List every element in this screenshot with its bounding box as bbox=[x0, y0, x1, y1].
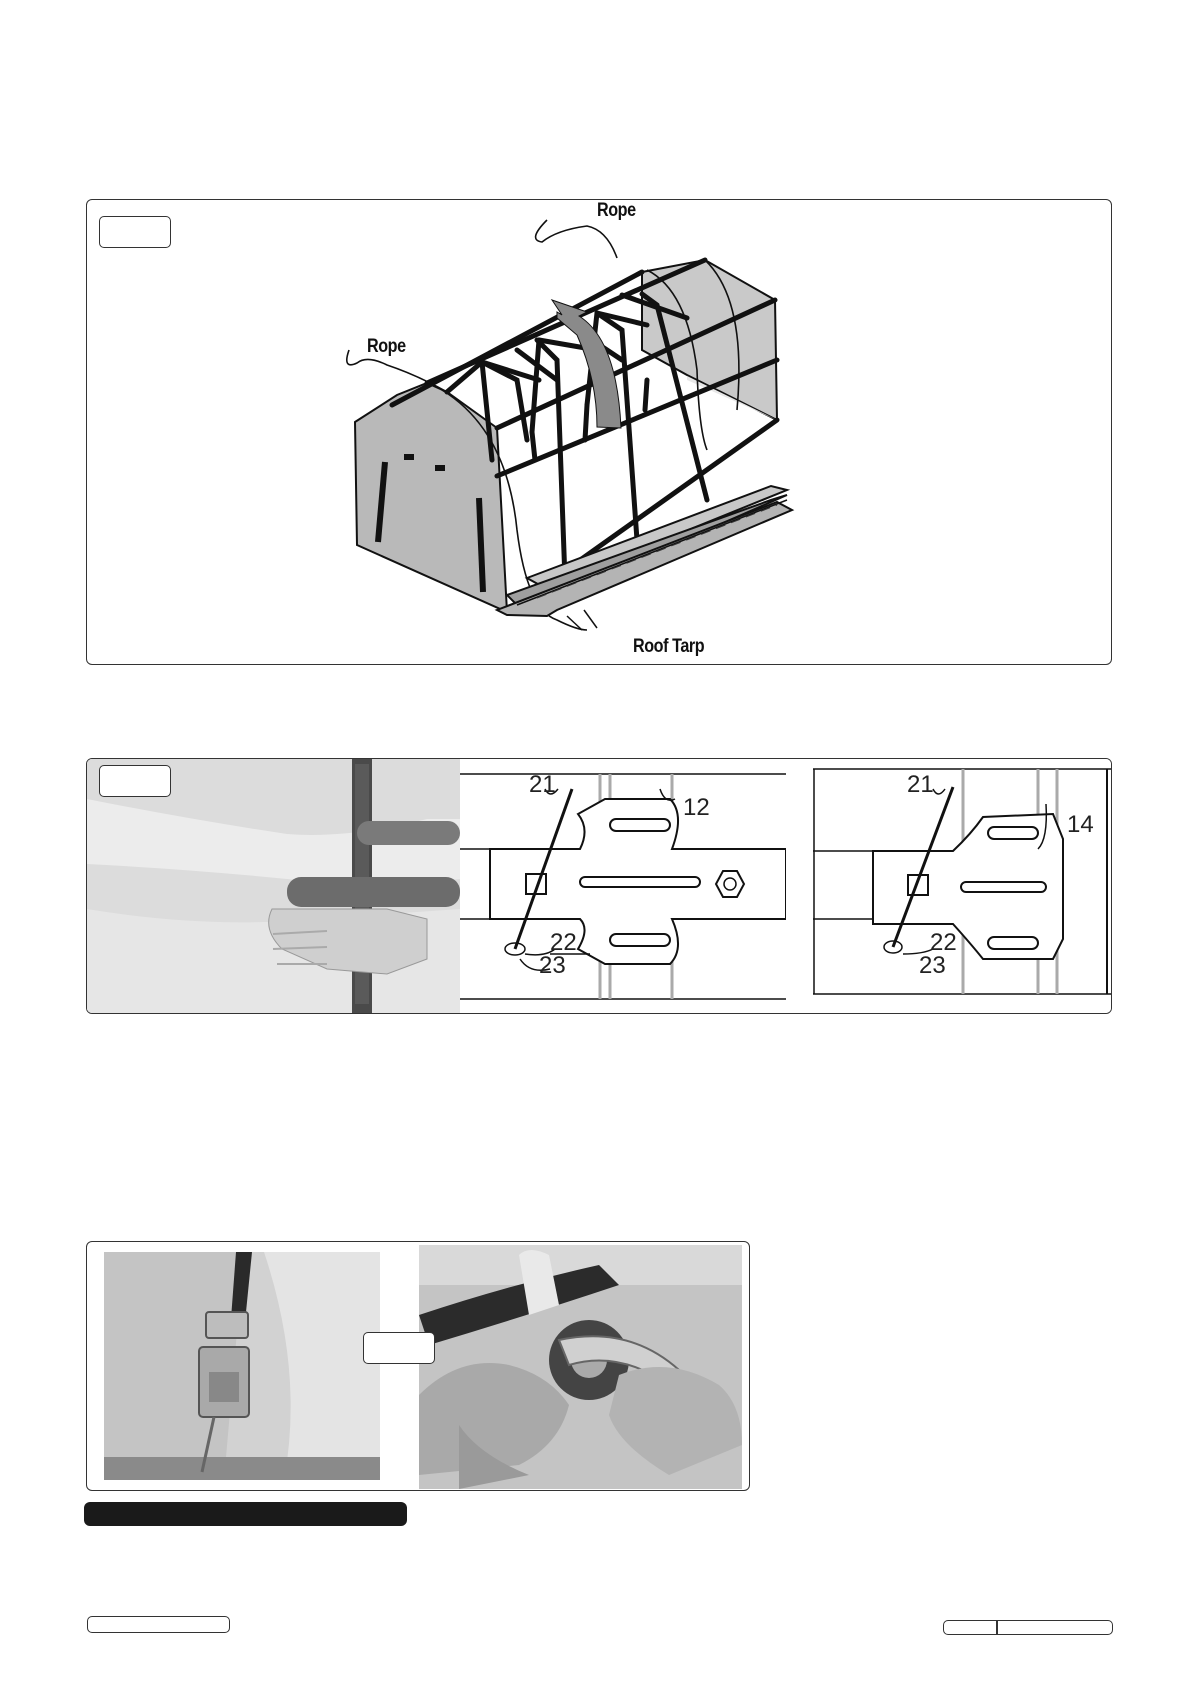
part-number-22: 22 bbox=[550, 929, 577, 956]
footer-divider bbox=[996, 1621, 998, 1634]
part-number-23-b: 23 bbox=[919, 952, 946, 979]
figure-1-panel bbox=[86, 199, 1112, 665]
part-number-21: 21 bbox=[529, 771, 556, 798]
figure-3-panel bbox=[86, 1241, 750, 1491]
part-number-23: 23 bbox=[539, 952, 566, 979]
ratchet-strap-photo bbox=[104, 1252, 380, 1480]
joint-diagram-a bbox=[460, 759, 786, 1014]
pole-insertion-photo bbox=[87, 759, 460, 1014]
joint-diagram-b bbox=[813, 759, 1112, 1014]
footer-right-box bbox=[943, 1620, 1113, 1635]
roof-tarp-label: Roof Tarp bbox=[633, 636, 705, 657]
figure-number-tag bbox=[363, 1332, 435, 1364]
figure-2-panel bbox=[86, 758, 1112, 1014]
hands-ratchet-photo bbox=[419, 1245, 742, 1489]
part-number-12: 12 bbox=[683, 794, 710, 821]
caption-bar bbox=[84, 1502, 407, 1526]
figure-number-tag bbox=[99, 216, 171, 248]
rope-label-top: Rope bbox=[597, 200, 636, 221]
footer-left-box bbox=[87, 1616, 230, 1633]
part-number-21-b: 21 bbox=[907, 771, 934, 798]
hands-ratchet-illustration bbox=[419, 1245, 742, 1489]
rope-label-left: Rope bbox=[367, 336, 406, 357]
part-number-22-b: 22 bbox=[930, 929, 957, 956]
part-number-14: 14 bbox=[1067, 811, 1094, 838]
figure-number-tag bbox=[99, 765, 171, 797]
tent-frame-illustration bbox=[87, 200, 1112, 665]
photo-illustration bbox=[87, 759, 460, 1014]
ratchet-strap-illustration bbox=[104, 1252, 380, 1480]
